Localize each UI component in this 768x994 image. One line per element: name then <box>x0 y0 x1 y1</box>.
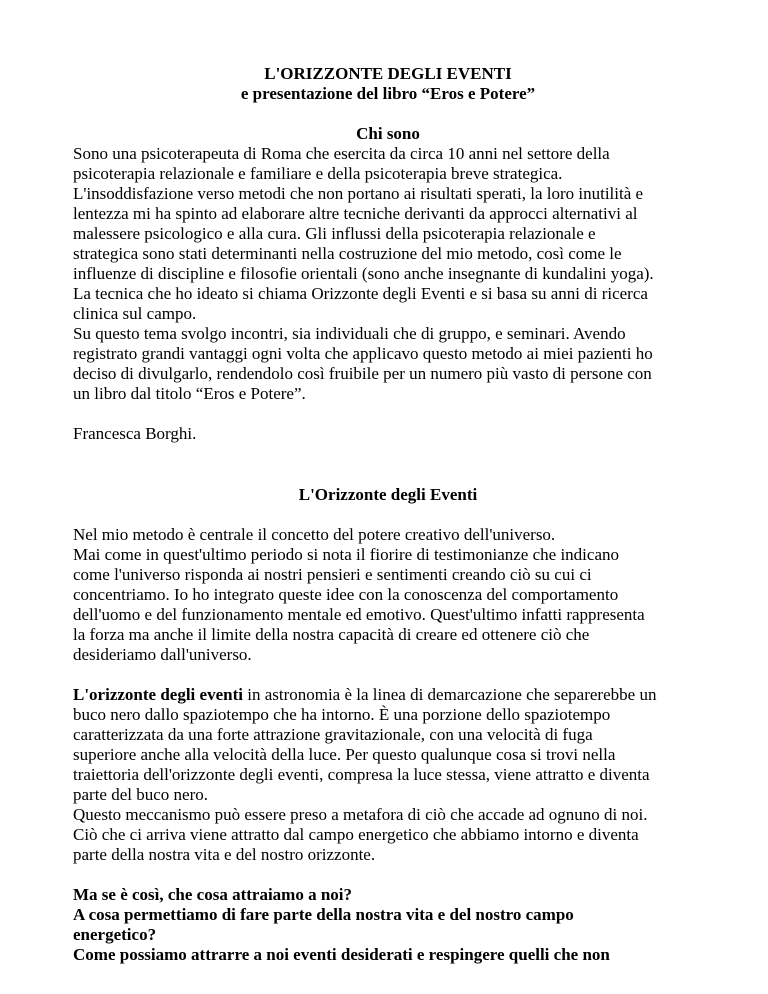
event-horizon-paragraph <box>73 685 703 865</box>
text-line: clinica sul campo. <box>73 304 197 323</box>
text-span: in astronomia è la linea di demarcazione che separerebbe un <box>242 685 657 704</box>
text-line: deciso di divulgarlo, rendendolo così fruibile per un numero più vasto di persone con <box>73 364 652 383</box>
question-line: energetico? <box>73 925 157 944</box>
text-line: registrato grandi vantaggi ogni volta che applicavo questo metodo ai miei pazienti ho <box>73 344 653 363</box>
chi-sono-paragraph <box>73 144 703 404</box>
text-line: Mai come in quest'ultimo periodo si nota il fiorire di testimonianze che indicano <box>73 545 619 564</box>
author-signature: Francesca Borghi. <box>73 424 197 443</box>
text-line: Su questo tema svolgo incontri, sia individuali che di gruppo, e seminari. Avendo <box>73 324 626 343</box>
bold-term: L'orizzonte degli eventi <box>73 685 243 704</box>
spacer <box>73 444 703 485</box>
chi-sono-heading: Chi sono <box>356 124 420 143</box>
text-line: buco nero dallo spaziotempo che ha intorno. È una porzione dello spaziotempo <box>73 705 611 724</box>
text-line: malessere psicologico e alla cura. Gli influssi della psicoterapia relazionale e <box>73 224 596 243</box>
document-title: L'ORIZZONTE DEGLI EVENTI <box>264 64 512 83</box>
text-line: caratterizzata da una forte attrazione gravitazionale, con una velocità di fuga <box>73 725 593 744</box>
section-heading: L'Orizzonte degli Eventi <box>298 485 478 504</box>
text-line: L'insoddisfazione verso metodi che non portano ai risultati sperati, la loro inutilità e <box>73 184 644 203</box>
text-line: parte della nostra vita e del nostro orizzonte. <box>73 845 376 864</box>
text-line <box>73 685 703 705</box>
document-page <box>73 63 703 965</box>
text-line: Questo meccanismo può essere preso a metafora di ciò che accade ad ognuno di noi. <box>73 805 648 824</box>
text-line: Ciò che ci arriva viene attratto dal campo energetico che abbiamo intorno e diventa <box>73 825 639 844</box>
text-line: parte del buco nero. <box>73 785 208 804</box>
text-line: la forza ma anche il limite della nostra capacità di creare ed ottenere ciò che <box>73 625 590 644</box>
question-line: A cosa permettiamo di fare parte della nostra vita e del nostro campo <box>73 905 574 924</box>
question-line: Come possiamo attrarre a noi eventi desiderati e respingere quelli che non <box>73 945 610 964</box>
questions-block <box>73 885 703 965</box>
text-line: traiettoria dell'orizzonte degli eventi, compresa la luce stessa, viene attratto e diventa <box>73 765 650 784</box>
document-subtitle: e presentazione del libro “Eros e Potere” <box>240 84 536 103</box>
text-line: desideriamo dall'universo. <box>73 645 252 664</box>
text-line: psicoterapia relazionale e familiare e della psicoterapia breve strategica. <box>73 164 563 183</box>
text-line: dell'uomo e del funzionamento mentale ed emotivo. Quest'ultimo infatti rappresenta <box>73 605 645 624</box>
text-line: superiore anche alla velocità della luce. Per questo qualunque cosa si trovi nella <box>73 745 616 764</box>
text-line: Nel mio metodo è centrale il concetto del potere creativo dell'universo. <box>73 525 556 544</box>
text-line: come l'universo risponda ai nostri pensieri e sentimenti creando ciò su cui ci <box>73 565 592 584</box>
text-line: lentezza mi ha spinto ad elaborare altre tecniche derivanti da approcci alternativi al <box>73 204 638 223</box>
text-line: La tecnica che ho ideato si chiama Orizzonte degli Eventi e si basa su anni di ricerca <box>73 284 648 303</box>
question-line: Ma se è così, che cosa attraiamo a noi? <box>73 885 353 904</box>
text-line: influenze di discipline e filosofie orientali (sono anche insegnante di kundalini yoga). <box>73 264 654 283</box>
text-line: concentriamo. Io ho integrato queste idee con la conoscenza del comportamento <box>73 585 619 604</box>
text-line: Sono una psicoterapeuta di Roma che esercita da circa 10 anni nel settore della <box>73 144 610 163</box>
text-line: un libro dal titolo “Eros e Potere”. <box>73 384 306 403</box>
text-line: strategica sono stati determinanti nella costruzione del mio metodo, così come le <box>73 244 622 263</box>
intro-paragraph <box>73 525 703 665</box>
